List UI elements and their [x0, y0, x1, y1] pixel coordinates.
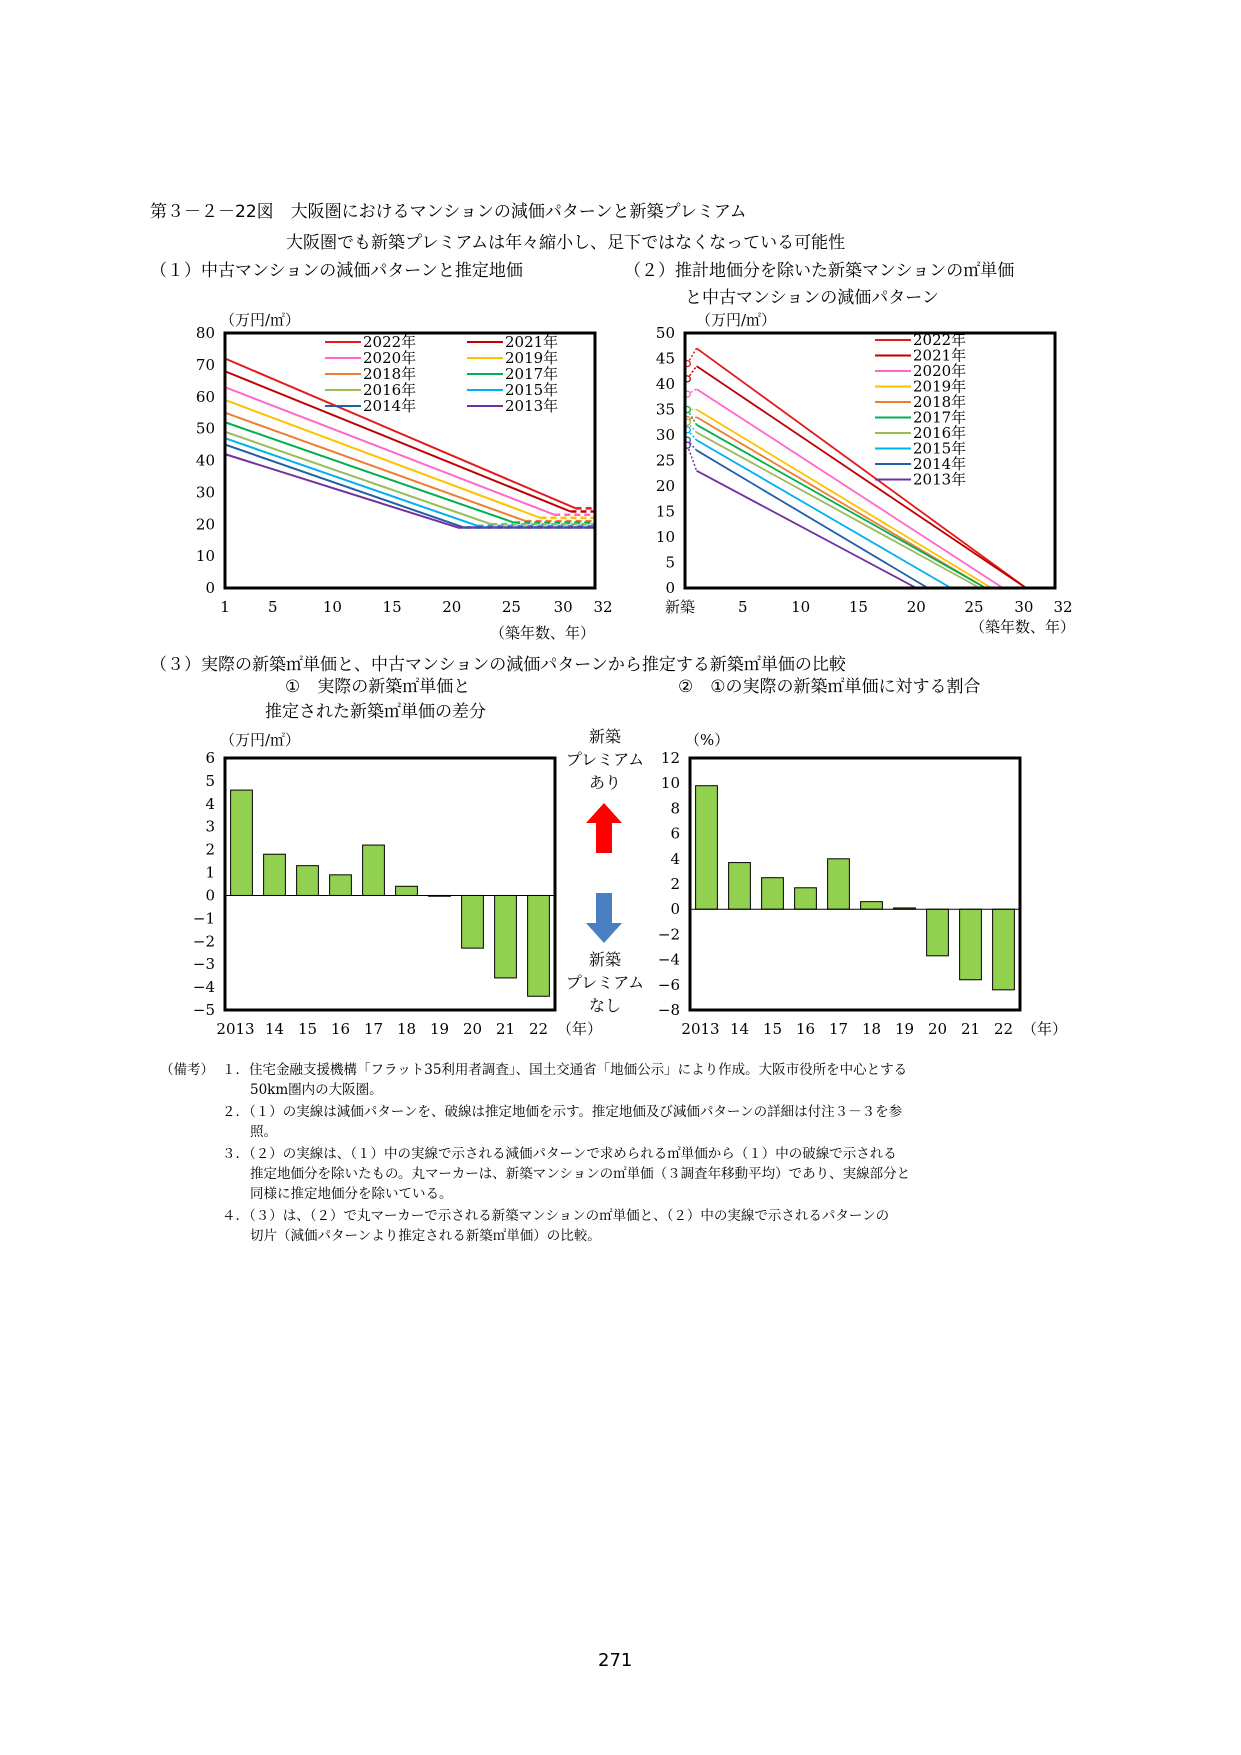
legend-label: 2017年 — [913, 408, 967, 427]
series-line — [225, 422, 514, 522]
legend-label: 2016年 — [363, 381, 417, 399]
y-tick-label: −2 — [657, 925, 680, 944]
bar — [828, 859, 850, 909]
x-tick-label: 19 — [429, 1020, 450, 1038]
bar — [993, 909, 1015, 990]
figure-title: 第３－２－22図 大阪圏におけるマンションの減価パターンと新築プレミアム — [150, 202, 747, 222]
note-1-line2: 50km圏内の大阪圏。 — [250, 1082, 383, 1098]
y-tick-label: 30 — [655, 426, 675, 444]
arrow-down-icon — [586, 893, 622, 943]
x-tick-label: 18 — [861, 1020, 882, 1038]
y-tick-label: 0 — [670, 900, 680, 919]
x-axis-title: （築年数、年） — [489, 624, 595, 642]
x-tick-label: 17 — [828, 1020, 849, 1038]
y-tick-label: 2 — [670, 875, 680, 893]
bar — [729, 863, 751, 910]
x-tick-label: 18 — [396, 1020, 417, 1038]
legend-label: 2015年 — [913, 439, 967, 458]
note-3-line3: 同様に推定地価分を除いている。 — [250, 1186, 453, 1202]
y-tick-label: 25 — [655, 451, 675, 470]
x-tick-label: 10 — [322, 598, 342, 616]
x-tick-label: 20 — [442, 598, 462, 616]
legend-label: 2014年 — [913, 455, 967, 473]
premium-no-line1: 新築 — [588, 950, 621, 969]
legend-label: 2022年 — [363, 333, 417, 351]
bar — [528, 895, 550, 996]
panel3b-title: ② ①の実際の新築㎡単価に対する割合 — [678, 677, 981, 697]
chart-new-price-excluding-land — [640, 305, 1075, 645]
y-tick-label: −1 — [192, 909, 215, 928]
figure-subtitle: 大阪圏でも新築プレミアムは年々縮小し、足下ではなくなっている可能性 — [286, 233, 846, 253]
x-tick-label: 30 — [1014, 598, 1034, 616]
legend-label: 2021年 — [505, 333, 559, 351]
premium-no-line3: なし — [588, 996, 621, 1015]
y-tick-label: 40 — [195, 451, 215, 470]
plot-frame — [685, 333, 1055, 588]
panel2-title-line2: と中古マンションの減価パターン — [685, 288, 939, 308]
page-number: 271 — [598, 1650, 633, 1671]
y-tick-label: 6 — [205, 749, 215, 767]
notes-prefix: （備考） — [160, 1062, 214, 1078]
panel3a-title-line1: ① 実際の新築㎡単価と — [285, 677, 471, 697]
legend-label: 2013年 — [913, 470, 967, 489]
x-tick-label: 19 — [894, 1020, 915, 1038]
y-tick-label: 15 — [655, 502, 675, 521]
bar — [363, 845, 385, 895]
y-tick-label: 10 — [660, 774, 680, 793]
x-tick-label: 20 — [927, 1020, 948, 1038]
bar — [960, 909, 982, 980]
chart-premium-difference — [180, 725, 603, 1045]
y-tick-label: 0 — [205, 886, 215, 905]
x-tick-label: 20 — [462, 1020, 483, 1038]
premium-no-line2: プレミアム — [565, 973, 645, 992]
y-axis-unit: （%） — [685, 731, 730, 749]
note-2-line2: 照。 — [250, 1124, 277, 1140]
x-tick-label: 14 — [264, 1020, 285, 1038]
note-3-line1: ３．（２）の実線は、（１）中の実線で示される減価パターンで求められる㎡単価から（１）中の破線で示される — [222, 1146, 897, 1162]
bar — [495, 895, 517, 977]
legend-label: 2014年 — [363, 397, 417, 415]
y-tick-label: 5 — [665, 553, 675, 572]
panel3-title: （３）実際の新築㎡単価と、中古マンションの減価パターンから推定する新築㎡単価の比較 — [150, 655, 846, 675]
x-tick-label: 5 — [738, 598, 748, 616]
bar — [795, 888, 817, 909]
bar — [762, 878, 784, 910]
y-tick-label: −5 — [192, 1001, 215, 1019]
y-tick-label: 30 — [195, 483, 215, 502]
y-tick-label: 4 — [670, 849, 680, 868]
bar — [861, 902, 883, 910]
x-tick-label: 30 — [553, 598, 573, 616]
y-tick-label: −4 — [657, 950, 680, 969]
premium-yes-label — [555, 725, 655, 794]
y-tick-label: −2 — [192, 932, 215, 951]
series-connector-dotted — [687, 445, 696, 471]
x-tick-label: 10 — [791, 598, 811, 616]
bar — [696, 786, 718, 909]
x-tick-label: 1 — [220, 598, 230, 616]
y-tick-label: 80 — [195, 324, 215, 342]
y-tick-label: 70 — [195, 355, 215, 374]
chart-depreciation-pattern — [180, 305, 613, 645]
y-tick-label: 0 — [205, 579, 215, 597]
series-line — [697, 450, 928, 588]
y-tick-label: 20 — [195, 515, 215, 534]
x-tick-label: 21 — [960, 1020, 981, 1038]
y-tick-label: 2 — [205, 840, 215, 859]
arrow-up-icon — [586, 803, 622, 853]
legend-label: 2018年 — [363, 365, 417, 383]
x-tick-label: 15 — [762, 1020, 783, 1038]
x-axis-unit: （年） — [557, 1020, 603, 1038]
note-4-line1: ４．（３）は、（２）で丸マーカーで示される新築マンションの㎡単価と、（２）中の実線で示されるパターンの — [222, 1208, 890, 1224]
x-tick-label: 新築 — [664, 598, 696, 616]
y-tick-label: −4 — [192, 978, 215, 997]
x-tick-label: 15 — [297, 1020, 318, 1038]
y-axis-unit: （万円/㎡） — [696, 311, 777, 329]
x-tick-label: 2013 — [681, 1020, 720, 1038]
y-tick-label: 45 — [655, 349, 675, 368]
panel3a-title-line2: 推定された新築㎡単価の差分 — [265, 702, 486, 722]
premium-yes-line2: プレミアム — [565, 750, 645, 769]
bar — [330, 875, 352, 896]
y-tick-label: 10 — [195, 547, 215, 566]
y-tick-label: −3 — [192, 955, 215, 974]
x-tick-label: 2013 — [216, 1020, 255, 1038]
x-tick-label: 21 — [495, 1020, 516, 1038]
bar — [396, 886, 418, 895]
y-tick-label: 40 — [655, 375, 675, 393]
x-tick-label: 22 — [993, 1020, 1014, 1038]
series-line — [225, 432, 491, 524]
note-4-line2: 切片（減価パターンより推定される新築㎡単価）の比較。 — [250, 1228, 601, 1244]
y-tick-label: 10 — [655, 528, 675, 546]
y-tick-label: 12 — [660, 749, 680, 767]
legend-label: 2019年 — [913, 377, 967, 396]
y-tick-label: 50 — [195, 419, 215, 438]
x-tick-label: 15 — [382, 598, 402, 616]
series-line — [225, 438, 477, 526]
x-tick-label: 25 — [964, 598, 984, 616]
panel2-title-line1: （２）推計地価分を除いた新築マンションの㎡単価 — [624, 261, 1015, 281]
x-tick-label: 32 — [1053, 598, 1073, 616]
legend-label: 2022年 — [913, 331, 967, 349]
x-axis-title: （築年数、年） — [969, 618, 1075, 636]
x-tick-label: 17 — [363, 1020, 384, 1038]
y-tick-label: 20 — [655, 477, 675, 495]
y-tick-label: −8 — [657, 1001, 680, 1019]
x-tick-label: 25 — [501, 598, 521, 616]
premium-no-label — [555, 948, 655, 1017]
bar — [462, 895, 484, 948]
y-tick-label: 35 — [655, 400, 675, 419]
y-tick-label: 50 — [655, 324, 675, 342]
premium-yes-line1: 新築 — [588, 727, 621, 746]
legend-label: 2018年 — [913, 393, 967, 411]
x-tick-label: 32 — [593, 598, 613, 616]
legend-label: 2015年 — [505, 381, 559, 399]
y-tick-label: 8 — [670, 799, 680, 818]
y-tick-label: 4 — [205, 794, 215, 813]
y-tick-label: 1 — [205, 863, 215, 882]
y-axis-unit: （万円/㎡） — [220, 311, 301, 329]
legend-label: 2017年 — [505, 365, 559, 383]
x-axis-unit: （年） — [1022, 1020, 1068, 1038]
y-tick-label: 0 — [665, 579, 675, 597]
x-tick-label: 20 — [906, 598, 926, 616]
bar — [927, 909, 949, 956]
legend-label: 2016年 — [913, 424, 967, 442]
legend-label: 2020年 — [363, 349, 417, 367]
premium-yes-line3: あり — [588, 773, 621, 792]
note-3-line2: 推定地価分を除いたもの。丸マーカーは、新築マンションの㎡単価（３調査年移動平均）であり、実線部分と — [250, 1166, 911, 1182]
legend-label: 2021年 — [913, 346, 967, 365]
x-tick-label: 14 — [729, 1020, 750, 1038]
notes — [160, 1060, 1090, 1260]
legend-label: 2020年 — [913, 362, 967, 380]
y-tick-label: 6 — [670, 824, 680, 843]
note-2-line1: ２．（１）の実線は減価パターンを、破線は推定地価を示す。推定地価及び減価パターンの詳細は付注３－３を参 — [222, 1104, 903, 1120]
y-tick-label: −6 — [657, 975, 680, 994]
legend-label: 2019年 — [505, 349, 559, 367]
note-1-line1: １．住宅金融支援機構「フラット35利用者調査」、国土交通省「地価公示」により作成。大阪市役所を中心とする — [222, 1062, 908, 1078]
x-tick-label: 16 — [795, 1020, 816, 1038]
series-line — [697, 366, 1027, 588]
x-tick-label: 5 — [267, 598, 278, 616]
x-tick-label: 15 — [848, 598, 868, 616]
chart-premium-ratio — [645, 725, 1068, 1045]
y-axis-unit: （万円/㎡） — [220, 731, 301, 749]
panel1-title: （１）中古マンションの減価パターンと推定地価 — [150, 261, 523, 281]
x-tick-label: 22 — [528, 1020, 549, 1038]
y-tick-label: 5 — [205, 771, 215, 790]
bar — [297, 866, 319, 896]
x-tick-label: 16 — [330, 1020, 351, 1038]
legend-label: 2013年 — [505, 397, 559, 415]
bar — [264, 854, 286, 895]
y-tick-label: 3 — [205, 817, 215, 836]
bar — [231, 790, 253, 895]
y-tick-label: 60 — [195, 387, 215, 406]
